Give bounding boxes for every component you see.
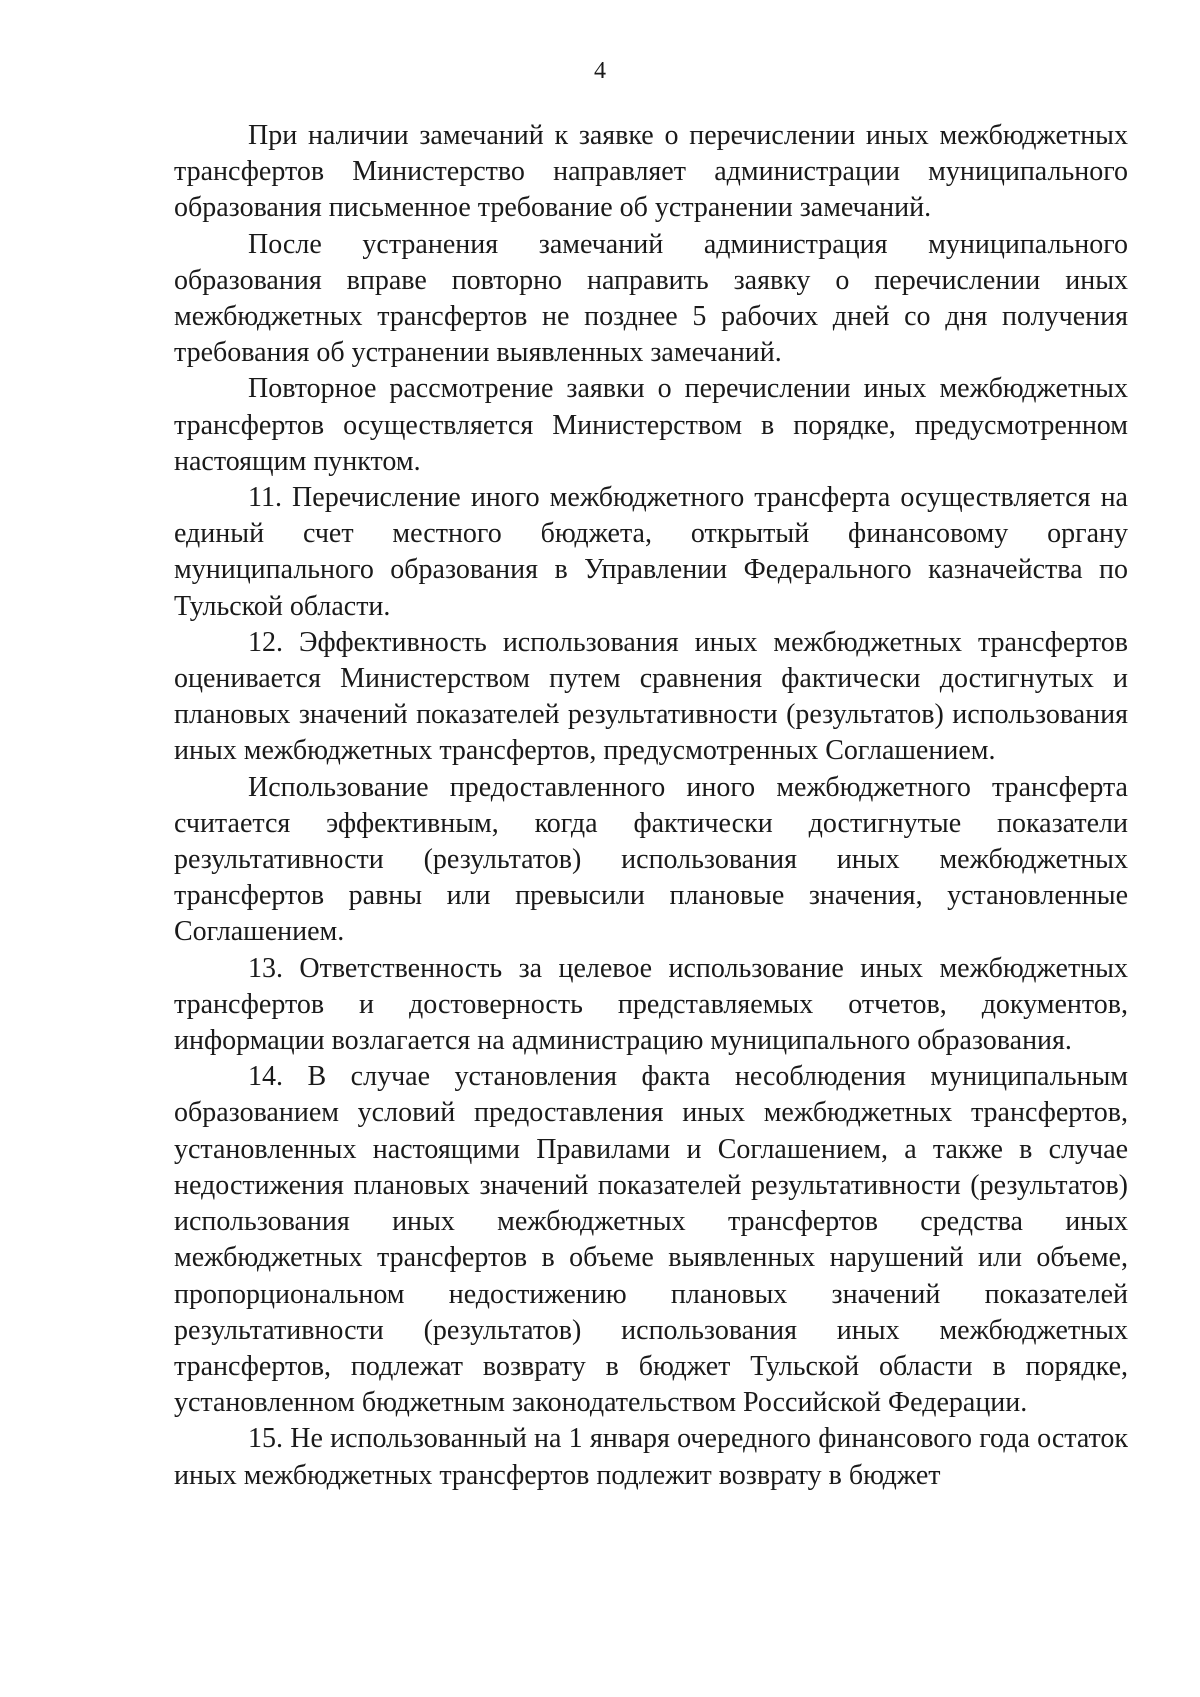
paragraph-remarks-notice: При наличии замечаний к заявке о перечислении иных межбюджетных трансфертов Министерство направляет администрации муниципального образования письменное требование об устранении замечаний.: [174, 120, 1128, 224]
paragraph-item-15: 15. Не использованный на 1 января очередного финансового года остаток иных межбюджетных трансфертов подлежит возврату в бюджет: [174, 1423, 1128, 1491]
paragraph-item-12: 12. Эффективность использования иных межбюджетных трансфертов оценивается Министерством путем сравнения фактически достигнутых и плановых значений показателей результативности (результатов) использования иных межбюджетных трансфертов, предусмотренных Соглашением.: [174, 626, 1128, 767]
paragraph-resubmission: После устранения замечаний администрация муниципального образования вправе повторно направить заявку о перечислении иных межбюджетных трансфертов не позднее 5 рабочих дней со дня получения требования об устранении выявленных замечаний.: [174, 228, 1128, 369]
paragraph-item-13: 13. Ответственность за целевое использование иных межбюджетных трансфертов и достоверность представляемых отчетов, документов, информации возлагается на администрацию муниципального образования.: [174, 952, 1128, 1057]
document-body: [174, 118, 1128, 1494]
paragraph-effectiveness: Использование предоставленного иного межбюджетного трансферта считается эффективным, когда фактически достигнутые показатели результативности (результатов) использования иных межбюджетных трансфертов равны или превысили плановые значения, установленные Соглашением.: [174, 771, 1128, 948]
page-number: 4: [594, 58, 606, 84]
paragraph-repeated-review: Повторное рассмотрение заявки о перечислении иных межбюджетных трансфертов осуществляется Министерством в порядке, предусмотренном настоящим пунктом.: [174, 373, 1128, 477]
paragraph-item-11: 11. Перечисление иного межбюджетного трансферта осуществляется на единый счет местного бюджета, открытый финансовому органу муниципального образования в Управлении Федерального казначейства по Тульской области.: [174, 482, 1128, 622]
paragraph-item-14: 14. В случае установления факта несоблюдения муниципальным образованием условий предоставления иных межбюджетных трансфертов, установленных настоящими Правилами и Соглашением, а также в случае недостижения плановых значений показателей результативности (результатов) использования иных межбюджетных трансфертов средства иных межбюджетных трансфертов в объеме выявленных нарушений или объеме, пропорциональном недостижению плановых значений показателей результативности (результатов) использования иных межбюджетных трансфертов, подлежат возврату в бюджет Тульской области в порядке, установленном бюджетным законодательством Российской Федерации.: [174, 1061, 1128, 1419]
